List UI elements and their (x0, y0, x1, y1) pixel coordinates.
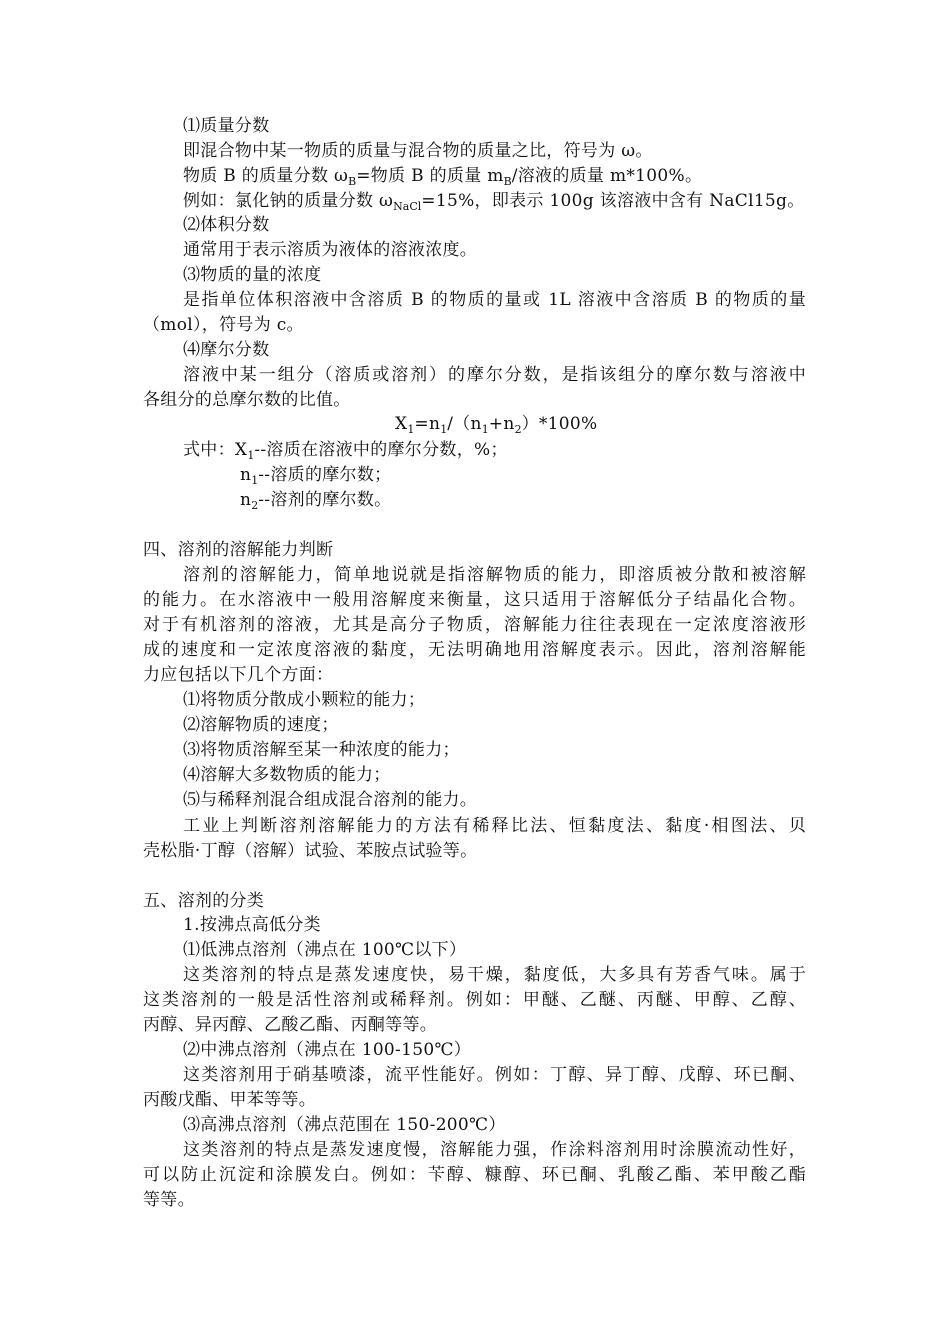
list-item: ⑷溶解大多数物质的能力； (183, 765, 391, 785)
mass-fraction-example (183, 189, 805, 214)
where-prefix: n (240, 490, 252, 510)
low-boiling-paragraph-line: 这类溶剂的一般是活性溶剂或稀释剂。例如：甲醚、乙醚、丙醚、甲醇、乙醇、 (143, 990, 806, 1010)
mole-fraction-where-2 (240, 463, 391, 488)
formula-part: +n (488, 414, 515, 434)
formula-part: 物质 B 的质量分数 ω (183, 166, 349, 186)
mid-boiling-heading: ⑵中沸点溶剂（沸点在 100-150℃） (183, 1040, 472, 1060)
high-boiling-heading: ⑶高沸点溶剂（沸点范围在 150-200℃） (183, 1115, 506, 1135)
formula-subscript: 1 (481, 423, 489, 436)
where-text: --溶质在溶液中的摩尔分数，%； (254, 440, 508, 460)
high-boiling-paragraph-line: 等等。 (143, 1190, 195, 1210)
formula-part: /（n (447, 414, 482, 434)
mid-boiling-paragraph-line: 丙酸戊酯、甲苯等等。 (143, 1090, 316, 1110)
where-subscript: 1 (247, 449, 255, 462)
list-item: ⑵溶解物质的速度； (183, 715, 339, 735)
formula-part: =n (414, 414, 441, 434)
formula-subscript: B (348, 175, 357, 188)
mass-fraction-heading: ⑴质量分数 (183, 116, 270, 136)
list-item: ⑸与稀释剂混合组成混合溶剂的能力。 (183, 790, 478, 810)
mole-fraction-definition-line: 溶液中某一组分（溶质或溶剂）的摩尔分数，是指该组分的摩尔数与溶液中 (183, 365, 806, 385)
mole-fraction-where-3 (240, 488, 391, 513)
where-prefix: 式中：X (183, 440, 248, 460)
where-text: --溶剂的摩尔数。 (258, 490, 392, 510)
example-subscript: NaCl (393, 200, 422, 213)
molar-concentration-line: 是指单位体积溶液中含溶质 B 的物质的量或 1L 溶液中含溶质 B 的物质的量 (183, 290, 806, 310)
section-4-paragraph-line: 溶剂的溶解能力，简单地说就是指溶解物质的能力，即溶质被分散和被溶解 (183, 565, 806, 585)
formula-subscript: 2 (514, 423, 522, 436)
section-4-paragraph-line: 力应包括以下几个方面： (143, 665, 334, 685)
mass-fraction-definition: 即混合物中某一物质的质量与混合物的质量之比，符号为 ω。 (183, 141, 653, 161)
list-item: ⑶将物质溶解至某一种浓度的能力； (183, 740, 460, 760)
mole-fraction-where-1 (183, 438, 508, 463)
section-4-closing-line: 壳松脂·丁醇（溶解）试验、苯胺点试验等。 (143, 841, 478, 861)
formula-subscript: 1 (440, 423, 448, 436)
low-boiling-heading: ⑴低沸点溶剂（沸点在 100℃以下） (183, 940, 467, 960)
section-5-title: 五、溶剂的分类 (143, 891, 265, 911)
molar-concentration-line: （mol），符号为 c。 (143, 315, 304, 335)
section-4-title: 四、溶剂的溶解能力判断 (143, 540, 334, 560)
mass-fraction-formula (183, 164, 702, 189)
where-subscript: 2 (251, 499, 259, 512)
volume-fraction-heading: ⑵体积分数 (183, 215, 270, 235)
mole-fraction-definition-line: 各组分的总摩尔数的比值。 (143, 390, 351, 410)
section-4-paragraph-line: 的能力。在水溶液中一般用溶解度来衡量，这只适用于溶解低分子结晶化合物。 (143, 590, 806, 610)
where-prefix: n (240, 465, 252, 485)
mole-fraction-formula (395, 412, 597, 437)
formula-part: X (395, 414, 408, 434)
high-boiling-paragraph-line: 可以防止沉淀和涂膜发白。例如：苄醇、糠醇、环已酮、乳酸乙酯、苯甲酸乙酯 (143, 1165, 806, 1185)
mid-boiling-paragraph-line: 这类溶剂用于硝基喷漆，流平性能好。例如：丁醇、异丁醇、戊醇、环已酮、 (183, 1065, 806, 1085)
low-boiling-paragraph-line: 这类溶剂的特点是蒸发速度快，易干燥，黏度低，大多具有芳香气味。属于 (183, 965, 806, 985)
volume-fraction-definition: 通常用于表示溶质为液体的溶液浓度。 (183, 240, 478, 260)
section-5-subheading: 1.按沸点高低分类 (183, 915, 321, 935)
section-4-closing-line: 工业上判断溶剂溶解能力的方法有稀释比法、恒黏度法、黏度·相图法、贝 (183, 816, 806, 836)
where-text: --溶质的摩尔数； (258, 465, 392, 485)
formula-subscript: B (503, 175, 512, 188)
section-4-paragraph-line: 成的速度和一定浓度溶液的黏度，无法明确地用溶解度表示。因此，溶剂溶解能 (143, 640, 806, 660)
high-boiling-paragraph-line: 这类溶剂的特点是蒸发速度慢，溶解能力强，作涂料溶剂用时涂膜流动性好， (183, 1140, 806, 1160)
list-item: ⑴将物质分散成小颗粒的能力； (183, 690, 426, 710)
molar-concentration-heading: ⑶物质的量的浓度 (183, 265, 322, 285)
formula-part: =物质 B 的质量 m (356, 166, 504, 186)
where-subscript: 1 (251, 474, 259, 487)
formula-subscript: 1 (407, 423, 415, 436)
mole-fraction-heading: ⑷摩尔分数 (183, 340, 270, 360)
example-part: =15%，即表示 100g 该溶液中含有 NaCl15g。 (421, 191, 805, 211)
formula-part: /溶液的质量 m*100%。 (511, 166, 703, 186)
section-4-paragraph-line: 对于有机溶剂的溶液，尤其是高分子物质，溶解能力往往表现在一定浓度溶液形 (143, 615, 806, 635)
example-part: 例如：氯化钠的质量分数 ω (183, 191, 394, 211)
low-boiling-paragraph-line: 丙醇、异丙醇、乙酸乙酯、丙酮等等。 (143, 1015, 438, 1035)
formula-part: ）*100% (521, 414, 598, 434)
